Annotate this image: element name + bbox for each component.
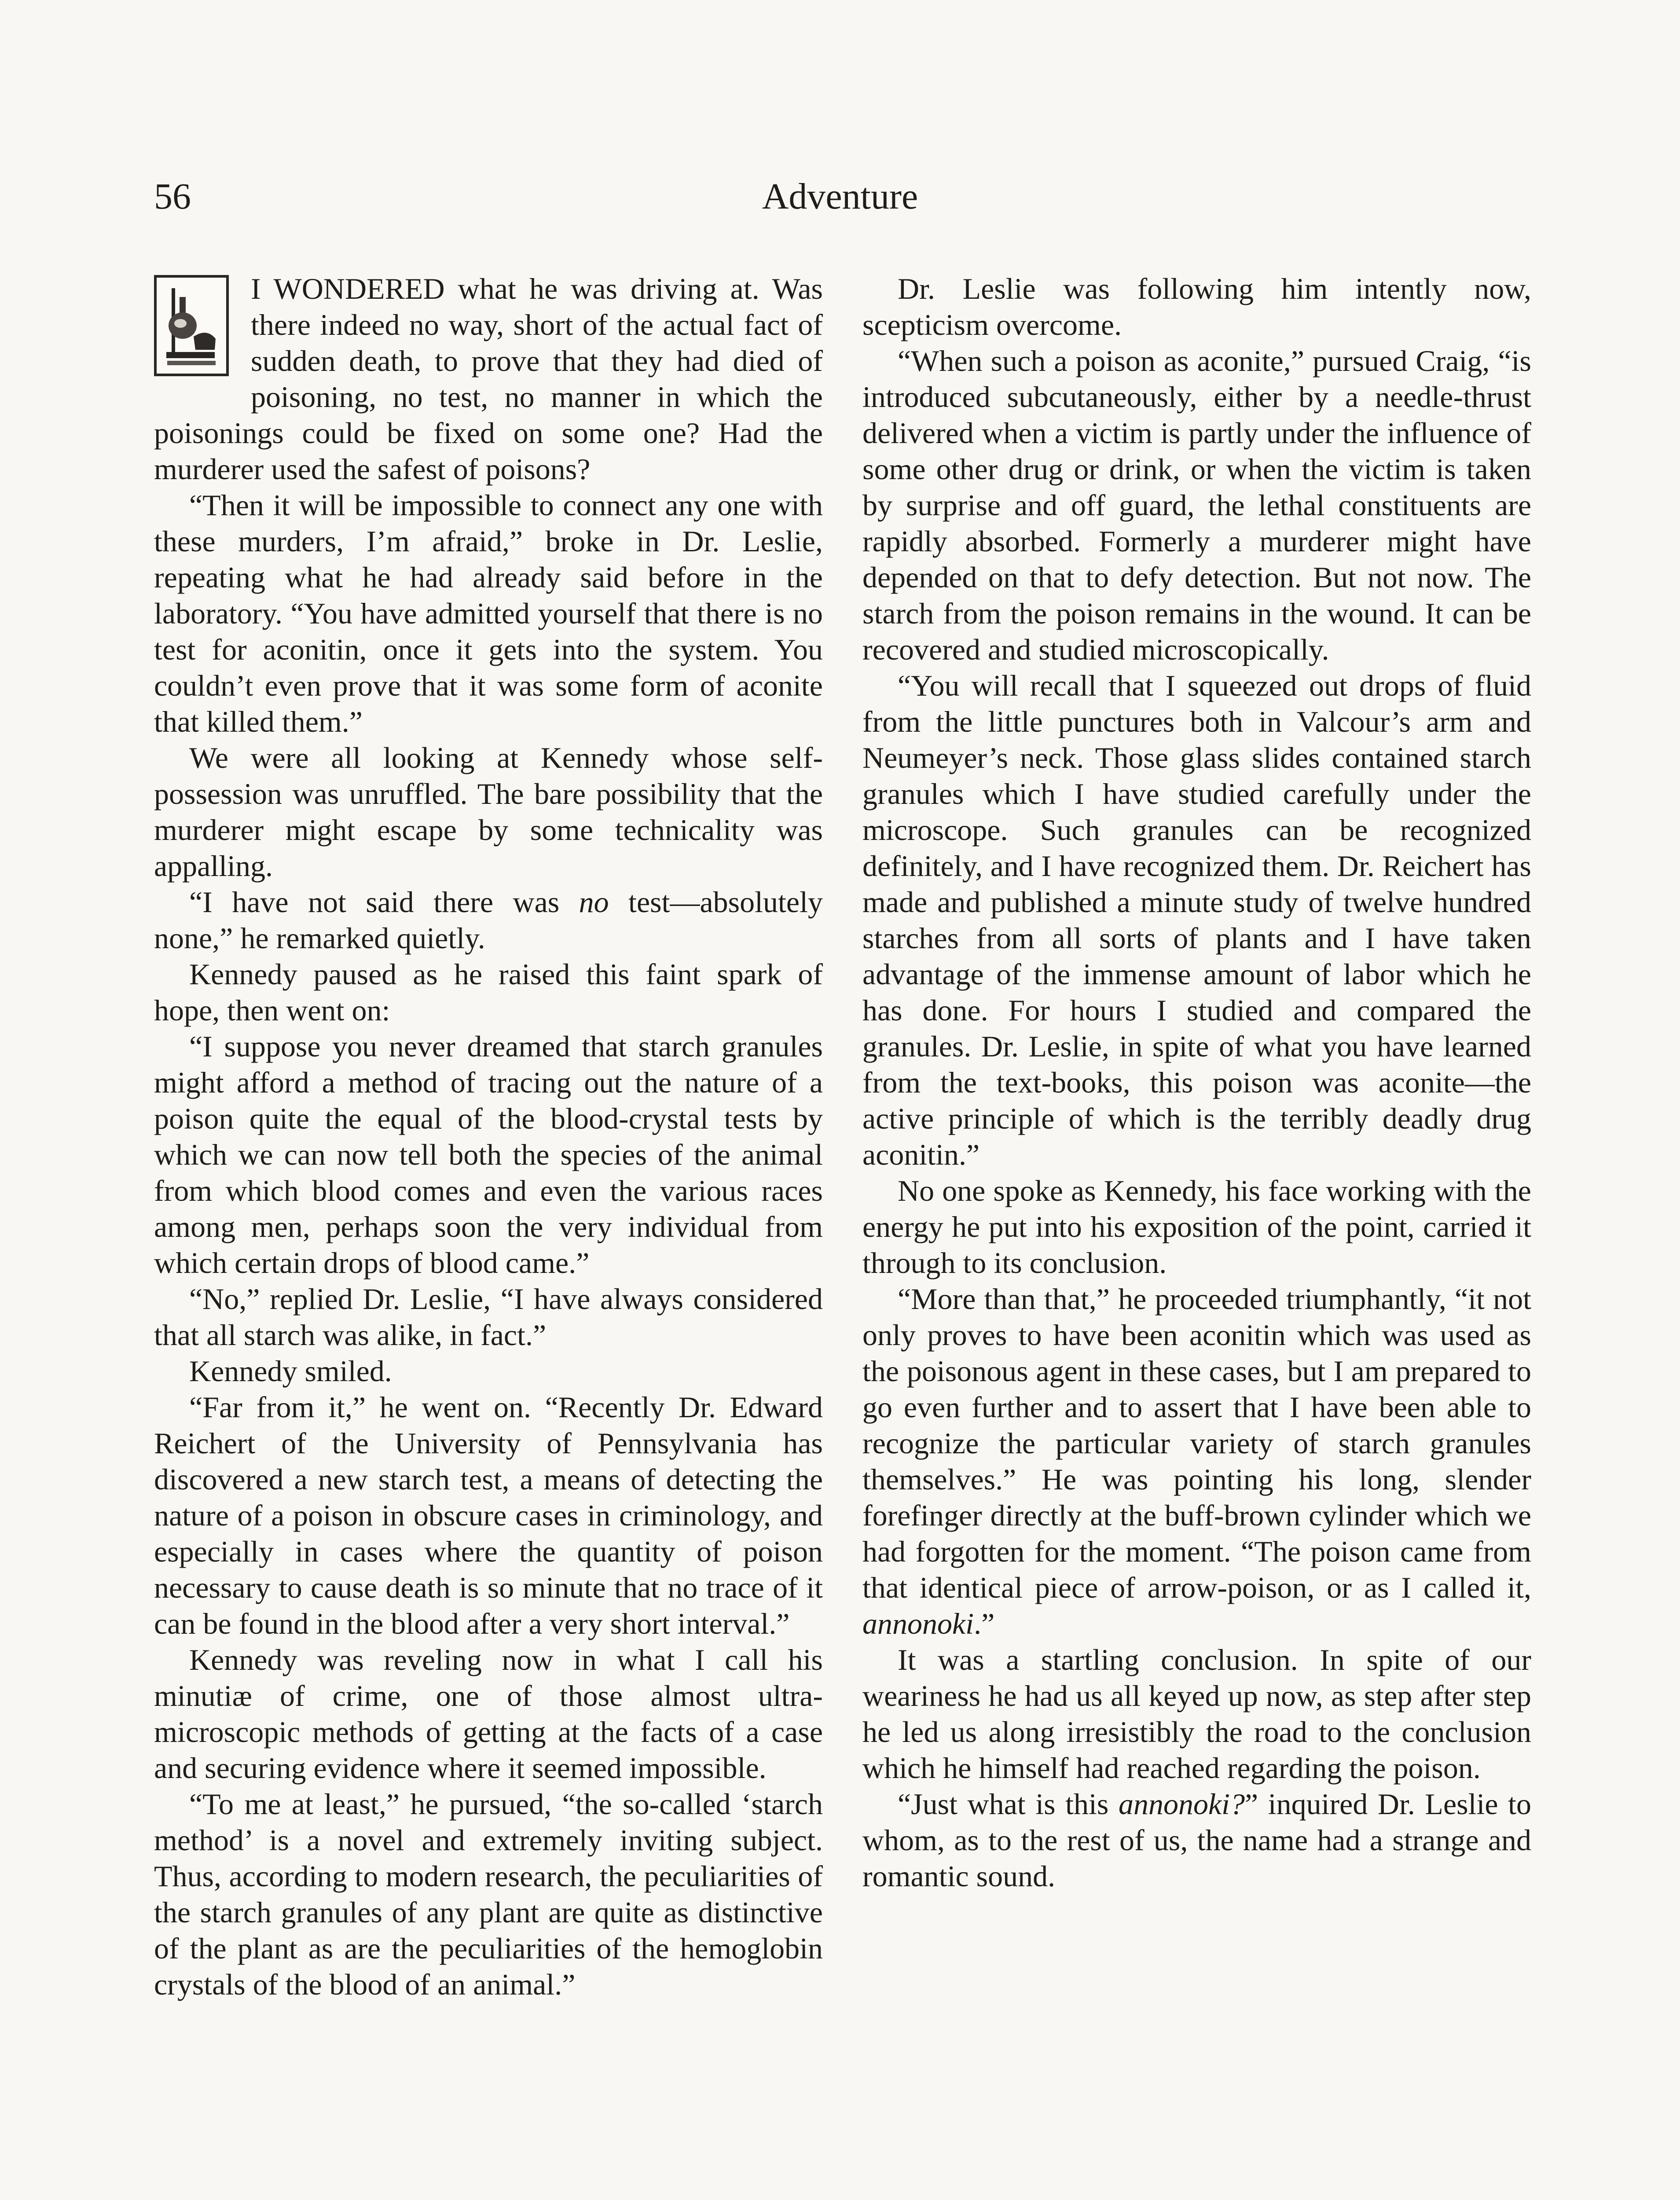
paragraph: “To me at least,” he pursued, “the so-called ‘starch method’ is a novel and extremely inviting subject. Thus, according to modern research, the peculiarities of the starch granules of any plant are quite as distinctive of the plant as are the peculiarities of the hemoglobin crystals of the blood of an animal.” (154, 1787, 823, 2001)
page-number: 56 (154, 176, 191, 217)
paragraph: Kennedy paused as he raised this faint spark of hope, then went on: (154, 957, 823, 1027)
paragraph: “You will recall that I squeezed out drops of fluid from the little punctures both in Valcour’s arm and Neumeyer’s neck. Those glass slides contained starch granules which I have studied carefully under the microscope. Such granules can be recognized definitely, and I have recognized them. Dr. Reichert has made and published a minute study of twelve hundred starches from all sorts of plants and I have taken advantage of the immense amount of labor which he has done. For hours I studied and compared the granules. Dr. Leslie, in spite of what you have learned from the text-books, this poison was aconite—the active principle of which is the terribly deadly drug aconitin.” (862, 669, 1531, 1171)
italic-text: no (579, 885, 609, 919)
text-span: “I have not said there was (189, 885, 579, 919)
italic-text: annonoki? (1118, 1787, 1245, 1821)
paragraph (154, 884, 823, 956)
text-span: test—absolutely none,” he remarked quietly. (154, 885, 823, 955)
paragraph: We were all looking at Kennedy whose self-possession was unruffled. The bare possibility that the murderer might escape by some technicality was appalling. (154, 741, 823, 883)
paragraph (862, 1786, 1531, 1894)
paragraph: Dr. Leslie was following him intently now, scepticism overcome. (862, 272, 1531, 341)
left-column (154, 271, 823, 2002)
paragraph: Kennedy smiled. (189, 1354, 392, 1388)
paragraph (862, 1281, 1531, 1642)
chemistry-apparatus-icon (154, 275, 233, 381)
paragraph: “I suppose you never dreamed that starch granules might afford a method of tracing out the nature of a poison quite the equal of the blood-crystal tests by which we can now tell both the species of the animal from which blood comes and even the various races among men, perhaps soon the very individual from which certain drops of blood came.” (154, 1030, 823, 1280)
paragraph: “When such a poison as aconite,” pursued Craig, “is introduced subcutaneously, either by a needle-thrust delivered when a victim is partly under the influence of some other drug or drink, or when the victim is taken by surprise and off guard, the lethal constituents are rapidly absorbed. Formerly a murderer might have depended on that to defy detection. But not now. The starch from the poison remains in the wound. It can be recovered and studied microscopically. (862, 344, 1531, 666)
paragraph: “Then it will be impossible to connect any one with these murders, I’m afraid,” broke in Dr. Leslie, repeating what he had already said before in the laboratory. “You have admitted yourself that there is no test for aconitin, once it gets into the system. You couldn’t even prove that it was some form of aconite that killed them.” (154, 488, 823, 738)
magazine-title: Adventure (762, 176, 918, 217)
text-span: “Just what is this (898, 1787, 1119, 1821)
lead-in-caps: I WONDERED (251, 272, 445, 305)
text-span: ” inquired Dr. Leslie to whom, as to the rest of us, the name had a strange and romantic sound. (862, 1787, 1531, 1893)
paragraph: “Far from it,” he went on. “Recently Dr. Edward Reichert of the University of Pennsylvania has discovered a new starch test, a means of detecting the nature of a poison in obscure cases in criminology, and especially in cases where the quantity of poison necessary to cause death is so minute that no trace of it can be found in the blood after a very short interval.” (154, 1390, 823, 1640)
paragraph: No one spoke as Kennedy, his face working with the energy he put into his exposition of the point, carried it through to its conclusion. (862, 1174, 1531, 1280)
paragraph: what he was driving at. Was there indeed no way, short of the actual fact of sudden death, to prove that they had died of poisoning, no test, no manner in which the poisonings could be fixed on some one? Had the murderer used the safest of poisons? (154, 272, 823, 486)
right-column (862, 271, 1531, 1894)
text-span: “More than that,” he proceeded triumphantly, “it not only proves to have been aconitin which was used as the poisonous agent in these cases, but I am prepared to go even further and to assert that I have been able to recognize the particular variety of starch granules themselves.” He was pointing his long, slender forefinger directly at the buff-brown cylinder which we had forgotten for the moment. “The poison came from that identical piece of arrow-poison, or as I called it, (862, 1282, 1531, 1604)
text-span: .” (974, 1607, 995, 1640)
paragraph: It was a startling conclusion. In spite of our weariness he had us all keyed up now, as step after step he led us along irresistibly the road to the conclusion which he himself had reached regarding the poison. (862, 1643, 1531, 1785)
paragraph: “No,” replied Dr. Leslie, “I have always considered that all starch was alike, in fact.” (154, 1282, 823, 1352)
italic-text: annonoki (862, 1607, 974, 1640)
paragraph: Kennedy was reveling now in what I call his minutiæ of crime, one of those almost ultra-microscopic methods of getting at the facts of a case and securing evidence where it seemed impossible. (154, 1643, 823, 1785)
